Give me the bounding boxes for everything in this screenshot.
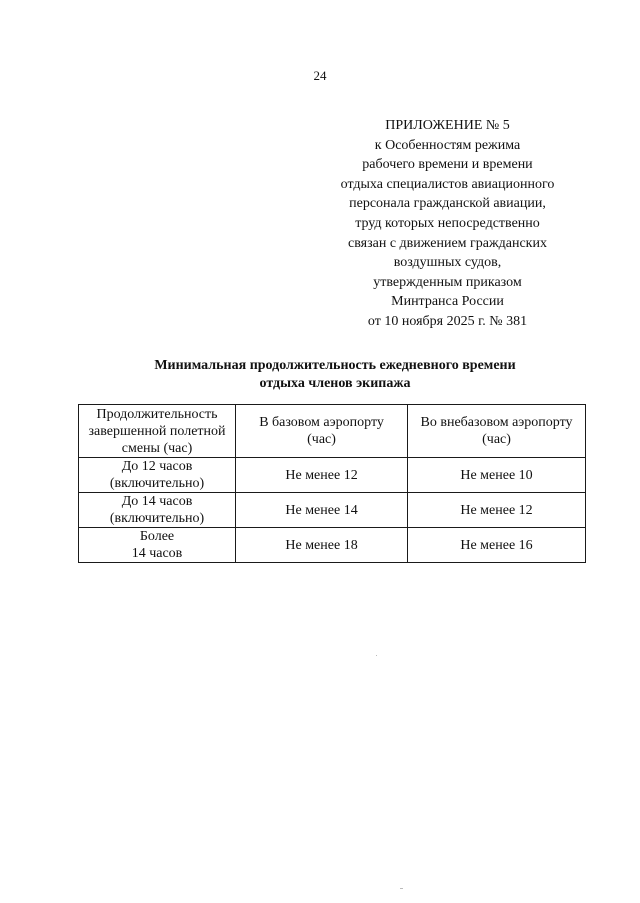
header-line: В базовом аэропорту — [259, 415, 384, 430]
appendix-title: ПРИЛОЖЕНИЕ № 5 — [385, 118, 510, 133]
header-base-airport — [236, 405, 408, 458]
header-line: (час) — [307, 432, 336, 447]
scan-speck — [400, 888, 403, 889]
table-title — [120, 357, 550, 393]
header-line: Продолжительность — [96, 406, 218, 422]
header-line: завершенной полетной — [88, 423, 226, 439]
cell-line: (включительно) — [109, 476, 205, 491]
cell-line: До 14 часов — [121, 494, 193, 509]
header-non-base-airport — [408, 405, 586, 458]
appendix-line: связан с движением гражданских — [348, 235, 547, 251]
non-base-airport-cell: Не менее 10 — [408, 458, 586, 493]
base-airport-cell: Не менее 14 — [236, 493, 408, 528]
cell-line: Более — [139, 529, 175, 544]
table-row — [79, 493, 586, 528]
appendix-line: персонала гражданской авиации, — [349, 196, 546, 212]
duration-cell — [79, 528, 236, 563]
appendix-line: от 10 ноября 2025 г. № 381 — [367, 313, 528, 329]
non-base-airport-cell: Не менее 16 — [408, 528, 586, 563]
table-row — [79, 458, 586, 493]
page-number: 24 — [313, 68, 327, 83]
appendix-line: рабочего времени и времени — [362, 157, 533, 173]
duration-cell — [79, 493, 236, 528]
duration-cell — [79, 458, 236, 493]
header-line: (час) — [482, 432, 511, 447]
appendix-line: к Особенностям режима — [374, 137, 521, 153]
cell-line: 14 часов — [131, 546, 183, 561]
header-line: смены (час) — [121, 440, 193, 456]
cell-line: До 12 часов — [121, 459, 193, 474]
appendix-line: труд которых непосредственно — [355, 215, 540, 231]
appendix-block — [340, 116, 555, 332]
appendix-line: воздушных судов, — [393, 255, 502, 271]
rest-time-table — [78, 404, 586, 563]
base-airport-cell: Не менее 12 — [236, 458, 408, 493]
non-base-airport-cell: Не менее 12 — [408, 493, 586, 528]
header-line: Во внебазовом аэропорту — [420, 415, 573, 430]
appendix-line: утвержденным приказом — [373, 274, 522, 290]
cell-line: (включительно) — [109, 511, 205, 526]
appendix-line: отдыха специалистов авиационного — [340, 176, 555, 192]
appendix-line: Минтранса России — [391, 294, 504, 310]
header-flight-shift-duration — [79, 405, 236, 458]
table-header-row — [79, 405, 586, 458]
base-airport-cell: Не менее 18 — [236, 528, 408, 563]
table-row — [79, 528, 586, 563]
table-title-line: отдыха членов экипажа — [259, 376, 411, 391]
table-title-line: Минимальная продолжительность ежедневного времени — [154, 358, 516, 373]
scan-speck — [376, 655, 377, 656]
